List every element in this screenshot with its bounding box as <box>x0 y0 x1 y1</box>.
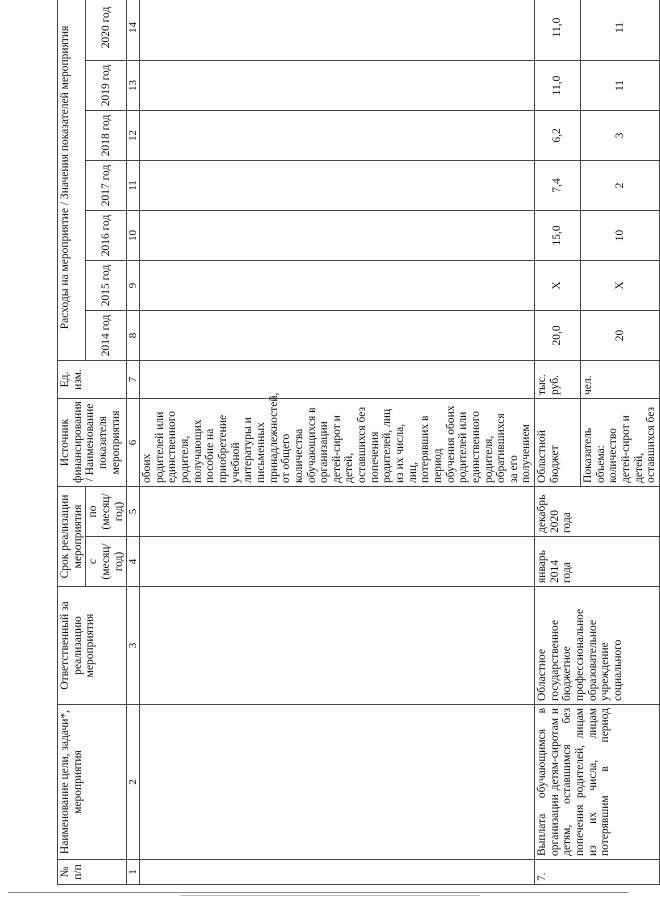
indicator-value: 11 <box>581 60 660 110</box>
header-num: № п/п <box>58 860 127 885</box>
col-num: 5 <box>127 486 140 536</box>
indicator-value: Х <box>581 260 660 310</box>
budget-value: 15,0 <box>535 210 581 260</box>
col-num: 1 <box>127 860 140 885</box>
budget-value: 20,0 <box>535 310 581 360</box>
header-responsible: Ответственный за реализацию мероприятия <box>58 587 127 705</box>
header-year: 2017 год <box>86 160 127 210</box>
col-num: 10 <box>127 210 140 260</box>
header-term-from: с (месяц/ год) <box>86 537 127 587</box>
indicator-unit: чел. <box>581 360 660 398</box>
program-table <box>57 0 660 885</box>
header-unit: Ед. изм. <box>58 360 127 398</box>
budget-value: 7,4 <box>535 160 581 210</box>
col-num: 2 <box>127 705 140 860</box>
indicator-value: 20 <box>581 310 660 360</box>
budget-value: 11,0 <box>535 0 581 60</box>
indicator-value: 10 <box>581 210 660 260</box>
col-num: 8 <box>127 310 140 360</box>
budget-value: Х <box>535 260 581 310</box>
row-7-from: январь 2014 года <box>535 537 660 587</box>
col-num: 12 <box>127 110 140 160</box>
header-year: 2015 год <box>86 260 127 310</box>
row-7-responsible: Областное государственное бюджетное профессиональное образовательное учреждение социального <box>535 587 660 705</box>
col-num: 7 <box>127 360 140 398</box>
row-7-to: декабрь 2020 года <box>535 486 660 536</box>
row-7-name: Выплата обучающимся в организации детям-сиротам и детям, оставшимся без попечения родителей, лицам из их числа, лицам потерявшим в период <box>535 705 660 860</box>
header-term: Срок реализации мероприятия <box>58 486 86 586</box>
col-num: 11 <box>127 160 140 210</box>
continuation-row <box>140 0 535 885</box>
col-num: 14 <box>127 0 140 60</box>
budget-value: 6,2 <box>535 110 581 160</box>
indicator-value: 11 <box>581 0 660 60</box>
col-num: 4 <box>127 537 140 587</box>
budget-source: Областной бюджет <box>535 398 581 486</box>
scan-edge-line <box>8 892 628 893</box>
indicator-source: Показатель объема: количество детей-сирот и детей, оставшихся без <box>581 398 660 486</box>
budget-unit: тыс. руб. <box>535 360 581 398</box>
header-year: 2014 год <box>86 310 127 360</box>
column-number-row <box>127 0 140 885</box>
row-7-budget <box>535 0 581 885</box>
col-num: 13 <box>127 60 140 110</box>
rotated-page <box>57 5 658 885</box>
header-year: 2018 год <box>86 110 127 160</box>
header-expenses: Расходы на мероприятие / Значения показателей мероприятия <box>58 0 86 360</box>
row-7-num: 7. <box>535 860 660 885</box>
header-goal: Наименование цели, задачи*, мероприятия <box>58 705 127 860</box>
header-year: 2020 год <box>86 0 127 60</box>
header-term-to: по (месяц/ год) <box>86 486 127 536</box>
header-year: 2019 год <box>86 60 127 110</box>
header-year: 2016 год <box>86 210 127 260</box>
budget-value: 11,0 <box>535 60 581 110</box>
indicator-value: 3 <box>581 110 660 160</box>
indicator-value: 2 <box>581 160 660 210</box>
header-source: Источник финансирования / Наименование показателя мероприятия <box>58 398 127 486</box>
col-num: 3 <box>127 587 140 705</box>
continuation-text: обоих родителей или единственного родителя, получающих пособие на приобретение учебной литературы и письменных принадлежностей, от общего количества обучающихся в организации детей-сирот и детей, оставшихся без попечения родителей, лиц из их числа, лиц, потерявших в период обучения обоих родителей или единственного родителя, обратившихся за его получением <box>140 398 535 486</box>
scan-edge-line <box>180 895 480 896</box>
col-num: 6 <box>127 398 140 486</box>
col-num: 9 <box>127 260 140 310</box>
